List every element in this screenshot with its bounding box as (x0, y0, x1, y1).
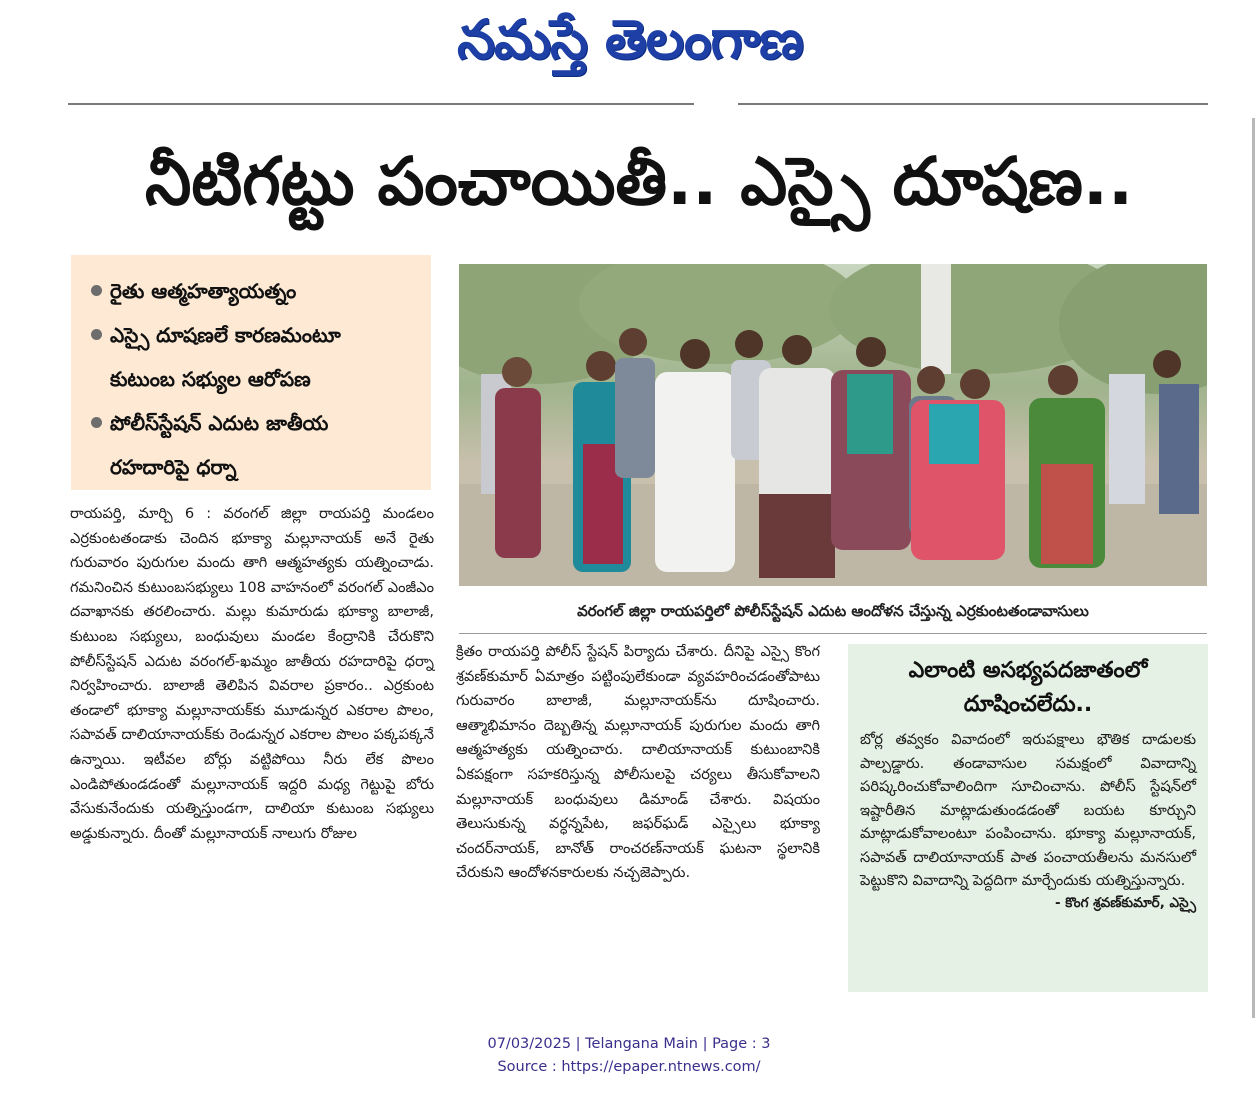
sidebox-body: బోర్ల తవ్వకం వివాదంలో ఇరుపక్షాలు భౌతిక దాడులకు పాల్పడ్డారు. తండావాసుల సమక్షంలో వివాదాన్ని పరిష్కరించుకోవాలిందిగా సూచించాను. పోలీస్ స్టేషన్‌లో ఇష్టారీతిన మాట్లాడుతుండడంతో బయట కూర్చుని మాట్లాడుకోవాలంటూ పంపించాను. భూక్యా మల్లూనాయక్, సపావత్ దాలియానాయక్ పాత పంచాయతీలను మనసులో పెట్టుకొని వివాదాన్ని పెద్దదిగా మార్చేందుకు యత్నిస్తున్నారు. (860, 731, 1196, 889)
sidebox-signature: - కొంగ శ్రవణ్‌కుమార్, ఎస్సై (1054, 894, 1196, 911)
headline: నీటిగట్టు పంచాయితీ.. ఎస్సై దూషణ.. (144, 143, 1134, 220)
news-photo (459, 264, 1207, 586)
article-column-1: రాయపర్తి, మార్చి 6 : వరంగల్ జిల్లా రాయపర్తి మండలం ఎర్రకుంటతండాకు చెందిన భూక్యా మల్లూనాయక్ అనే రైతు గురువారం పురుగుల మందు తాగి ఆత్మహత్యకు యత్నించాడు. గమనించిన కుటుంబసభ్యులు 108 వాహనంలో వరంగల్ ఎంజీఎం దవాఖానకు తరలించారు. మల్లు కుమారుడు భూక్యా బాలాజీ, కుటుంబ సభ్యులు, బంధువులు మండల కేంద్రానికి చేరుకొని పోలీస్‌స్టేషన్ ఎదుట వరంగల్-ఖమ్మం జాతీయ రహదారిపై ధర్నా నిర్వహించారు. బాలాజీ తెలిపిన వివరాల ప్రకారం.. ఎర్రకుంట తండాలో భూక్యా మల్లూనాయక్‌కు మూడున్నర ఎకరాల పొలం, సపావత్ దాలియానాయక్‌కు రెండున్నర ఎకరాల పొలం పక్కపక్కనే ఉన్నాయి. ఇటీవల బోర్లు వట్టిపోయి నీరు లేక పొలం ఎండిపోతుండడంతో మల్లూనాయక్ ఇద్దరి మధ్య గెట్టుపై బోరు వేసుకునేందుకు యత్నిస్తుండగా, దాలియా కుటుంబ సభ్యులు అడ్డుకున్నారు. దీంతో మల్లూనాయక్ నాలుగు రోజుల (70, 505, 434, 842)
bullet-icon (91, 285, 102, 296)
photo-caption: వరంగల్ జిల్లా రాయపర్తిలో పోలీస్‌స్టేషన్ ఎదుట ఆందోళన చేస్తున్న ఎర్రకుంటతండావాసులు (577, 602, 1089, 620)
highlight-text: పోలీస్‌స్టేషన్ ఎదుట జాతీయ (110, 411, 329, 435)
bullet-icon (91, 329, 102, 340)
highlight-text: రైతు ఆత్మహత్యాయత్నం (110, 279, 297, 303)
page-edge-divider (1252, 118, 1255, 1018)
masthead-rule-right (738, 103, 1208, 105)
sidebox-title: ఎలాంటి అసభ్యపదజాతంలో దూషించలేదు.. (908, 658, 1148, 717)
highlight-item (91, 357, 417, 401)
highlight-item (91, 269, 417, 313)
highlights-box (71, 255, 431, 490)
highlight-item (91, 313, 417, 357)
masthead-rule-left (68, 103, 694, 105)
bullet-icon (91, 417, 102, 428)
quote-sidebox (848, 644, 1208, 992)
footer-edition-info: 07/03/2025 | Telangana Main | Page : 3 (487, 1036, 771, 1052)
highlight-text: కుటుంబ సభ్యుల ఆరోపణ (110, 367, 311, 391)
highlight-item (91, 445, 417, 489)
protest-photo-illustration (459, 264, 1207, 586)
caption-rule (459, 633, 1207, 634)
highlight-text: రహదారిపై ధర్నా (110, 455, 237, 479)
masthead-logo: నమస్తే తెలంగాణ (457, 8, 803, 71)
footer-source-link[interactable]: Source : https://epaper.ntnews.com/ (497, 1059, 761, 1075)
highlight-item (91, 401, 417, 445)
highlight-text: ఎస్సై దూషణలే కారణమంటూ (110, 323, 341, 347)
article-column-2: క్రితం రాయపర్తి పోలీస్ స్టేషన్ పిర్యాదు చేశారు. దీనిపై ఎస్సై కొంగ శ్రవణ్‌కుమార్ ఏమాత్రం పట్టింపులేకుండా వ్యవహరించడంతోపాటు గురువారం బాలాజీ, మల్లూనాయక్‌ను దూషించారు. ఆత్మాభిమానం దెబ్బతిన్న మల్లూనాయక్ పురుగుల మందు తాగి ఆత్మహత్యకు యత్నించారు. దాలియానాయక్ కుటుంబానికి ఏకపక్షంగా సహకరిస్తున్న పోలీసులపై చర్యలు తీసుకోవాలని మల్లూనాయక్ బంధువులు డిమాండ్ చేశారు. విషయం తెలుసుకున్న వర్ధన్నపేట, జఫర్‌ఘడ్ ఎస్సైలు భూక్యా చందర్‌నాయక్, బానోత్ రాంచరణ్‌నాయక్ ఘటనా స్థలానికి చేరుకుని ఆందోళనకారులకు నచ్చజెప్పారు. (456, 643, 820, 882)
